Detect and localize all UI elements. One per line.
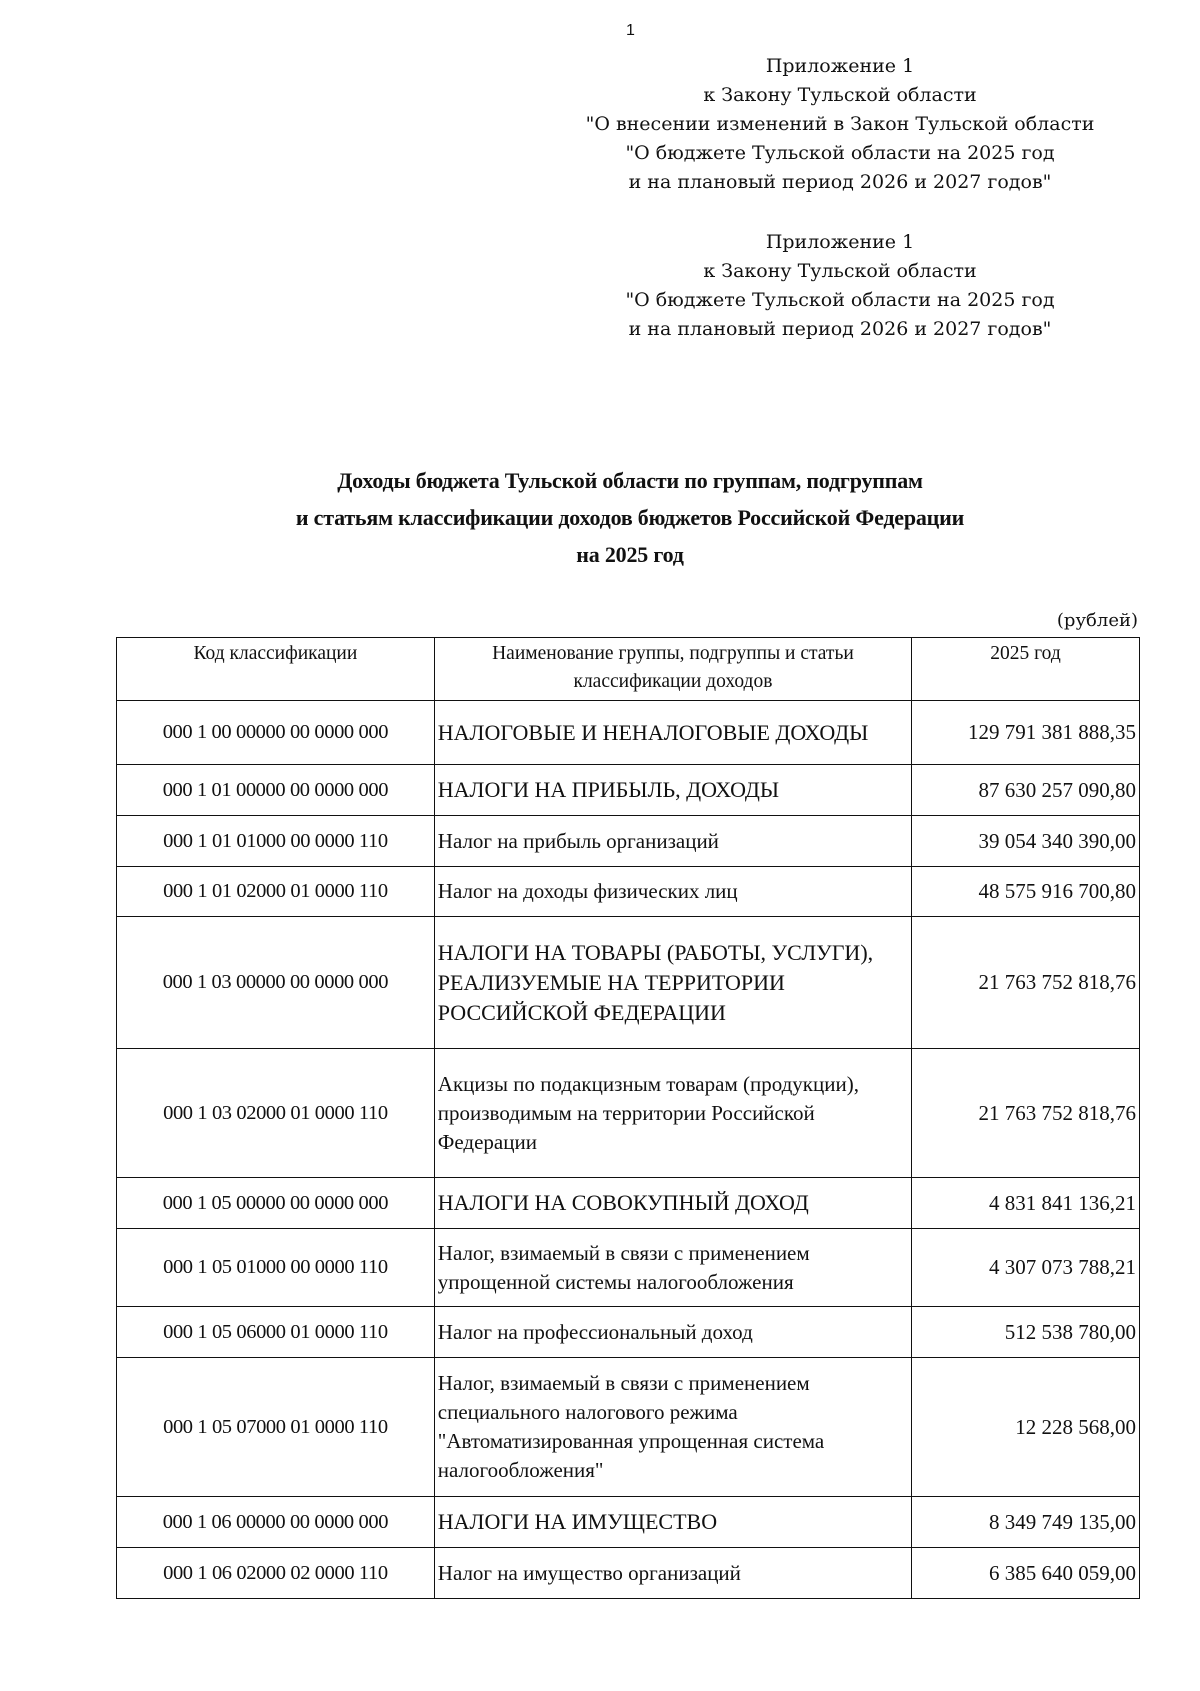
revenue-name-cell: Налог на имущество организаций	[434, 1548, 911, 1599]
annex-line: "О бюджете Тульской области на 2025 год	[625, 142, 1055, 164]
classification-code-cell: 000 1 05 00000 00 0000 000	[117, 1178, 435, 1229]
revenue-table	[116, 637, 1140, 1599]
document-title	[150, 462, 1110, 573]
title-line: на 2025 год	[576, 542, 684, 567]
revenue-name-cell: Налог, взимаемый в связи с применением специального налогового режима "Автоматизированная упрощенная система налогообложения"	[434, 1358, 911, 1497]
units-label: (рублей)	[1056, 610, 1138, 631]
classification-code-cell: 000 1 01 01000 00 0000 110	[117, 816, 435, 867]
table-row	[117, 1548, 1140, 1599]
table-row	[117, 1497, 1140, 1548]
revenue-name-cell: Налог на доходы физических лиц	[434, 867, 911, 917]
table-row	[117, 1229, 1140, 1307]
classification-code-cell: 000 1 05 07000 01 0000 110	[117, 1358, 435, 1497]
revenue-name-cell: Налог на профессиональный доход	[434, 1307, 911, 1358]
amount-cell: 12 228 568,00	[912, 1358, 1140, 1497]
amount-cell: 4 831 841 136,21	[912, 1178, 1140, 1229]
annex-line: "О внесении изменений в Закон Тульской области	[585, 113, 1095, 135]
annex-line: Приложение 1	[765, 55, 915, 77]
classification-code-cell: 000 1 01 02000 01 0000 110	[117, 867, 435, 917]
table-row	[117, 816, 1140, 867]
amount-cell: 512 538 780,00	[912, 1307, 1140, 1358]
classification-code-cell: 000 1 06 02000 02 0000 110	[117, 1548, 435, 1599]
amount-cell: 6 385 640 059,00	[912, 1548, 1140, 1599]
annex-header-amending-law	[560, 52, 1120, 197]
classification-code-cell: 000 1 05 06000 01 0000 110	[117, 1307, 435, 1358]
classification-code-cell: 000 1 06 00000 00 0000 000	[117, 1497, 435, 1548]
revenue-name-cell: Налог, взимаемый в связи с применением упрощенной системы налогообложения	[434, 1229, 911, 1307]
table-row	[117, 1049, 1140, 1178]
classification-code-cell: 000 1 05 01000 00 0000 110	[117, 1229, 435, 1307]
header-code: Код классификации	[117, 638, 435, 701]
table-row	[117, 1307, 1140, 1358]
amount-cell: 87 630 257 090,80	[912, 765, 1140, 816]
table-row	[117, 917, 1140, 1049]
table-row	[117, 1358, 1140, 1497]
table-row	[117, 701, 1140, 765]
header-name: Наименование группы, подгруппы и статьи классификации доходов	[434, 638, 911, 701]
amount-cell: 39 054 340 390,00	[912, 816, 1140, 867]
classification-code-cell: 000 1 00 00000 00 0000 000	[117, 701, 435, 765]
revenue-name-cell: НАЛОГИ НА ТОВАРЫ (РАБОТЫ, УСЛУГИ), РЕАЛИЗУЕМЫЕ НА ТЕРРИТОРИИ РОССИЙСКОЙ ФЕДЕРАЦИИ	[434, 917, 911, 1049]
revenue-name-cell: НАЛОГИ НА ПРИБЫЛЬ, ДОХОДЫ	[434, 765, 911, 816]
table-row	[117, 765, 1140, 816]
title-line: Доходы бюджета Тульской области по группам, подгруппам	[337, 468, 923, 493]
amount-cell: 21 763 752 818,76	[912, 917, 1140, 1049]
amount-cell: 8 349 749 135,00	[912, 1497, 1140, 1548]
revenue-name-cell: НАЛОГИ НА СОВОКУПНЫЙ ДОХОД	[434, 1178, 911, 1229]
amount-cell: 129 791 381 888,35	[912, 701, 1140, 765]
revenue-name-cell: НАЛОГОВЫЕ И НЕНАЛОГОВЫЕ ДОХОДЫ	[434, 701, 911, 765]
annex-line: "О бюджете Тульской области на 2025 год	[625, 289, 1055, 311]
title-line: и статьям классификации доходов бюджетов Российской Федерации	[295, 505, 965, 530]
table-row	[117, 867, 1140, 917]
annex-line: и на плановый период 2026 и 2027 годов"	[628, 171, 1052, 193]
page-number: 1	[626, 22, 635, 39]
amount-cell: 48 575 916 700,80	[912, 867, 1140, 917]
revenue-name-cell: Акцизы по подакцизным товарам (продукции), производимым на территории Российской Федерации	[434, 1049, 911, 1178]
amount-cell: 4 307 073 788,21	[912, 1229, 1140, 1307]
annex-line: к Закону Тульской области	[703, 260, 977, 282]
table-row	[117, 1178, 1140, 1229]
annex-line: Приложение 1	[765, 231, 915, 253]
annex-header-original-law	[560, 228, 1120, 344]
classification-code-cell: 000 1 03 00000 00 0000 000	[117, 917, 435, 1049]
annex-line: к Закону Тульской области	[703, 84, 977, 106]
table-body	[117, 701, 1140, 1599]
annex-line: и на плановый период 2026 и 2027 годов"	[628, 318, 1052, 340]
table-header-row	[117, 638, 1140, 701]
header-value: 2025 год	[912, 638, 1140, 701]
classification-code-cell: 000 1 03 02000 01 0000 110	[117, 1049, 435, 1178]
classification-code-cell: 000 1 01 00000 00 0000 000	[117, 765, 435, 816]
revenue-name-cell: НАЛОГИ НА ИМУЩЕСТВО	[434, 1497, 911, 1548]
amount-cell: 21 763 752 818,76	[912, 1049, 1140, 1178]
revenue-name-cell: Налог на прибыль организаций	[434, 816, 911, 867]
